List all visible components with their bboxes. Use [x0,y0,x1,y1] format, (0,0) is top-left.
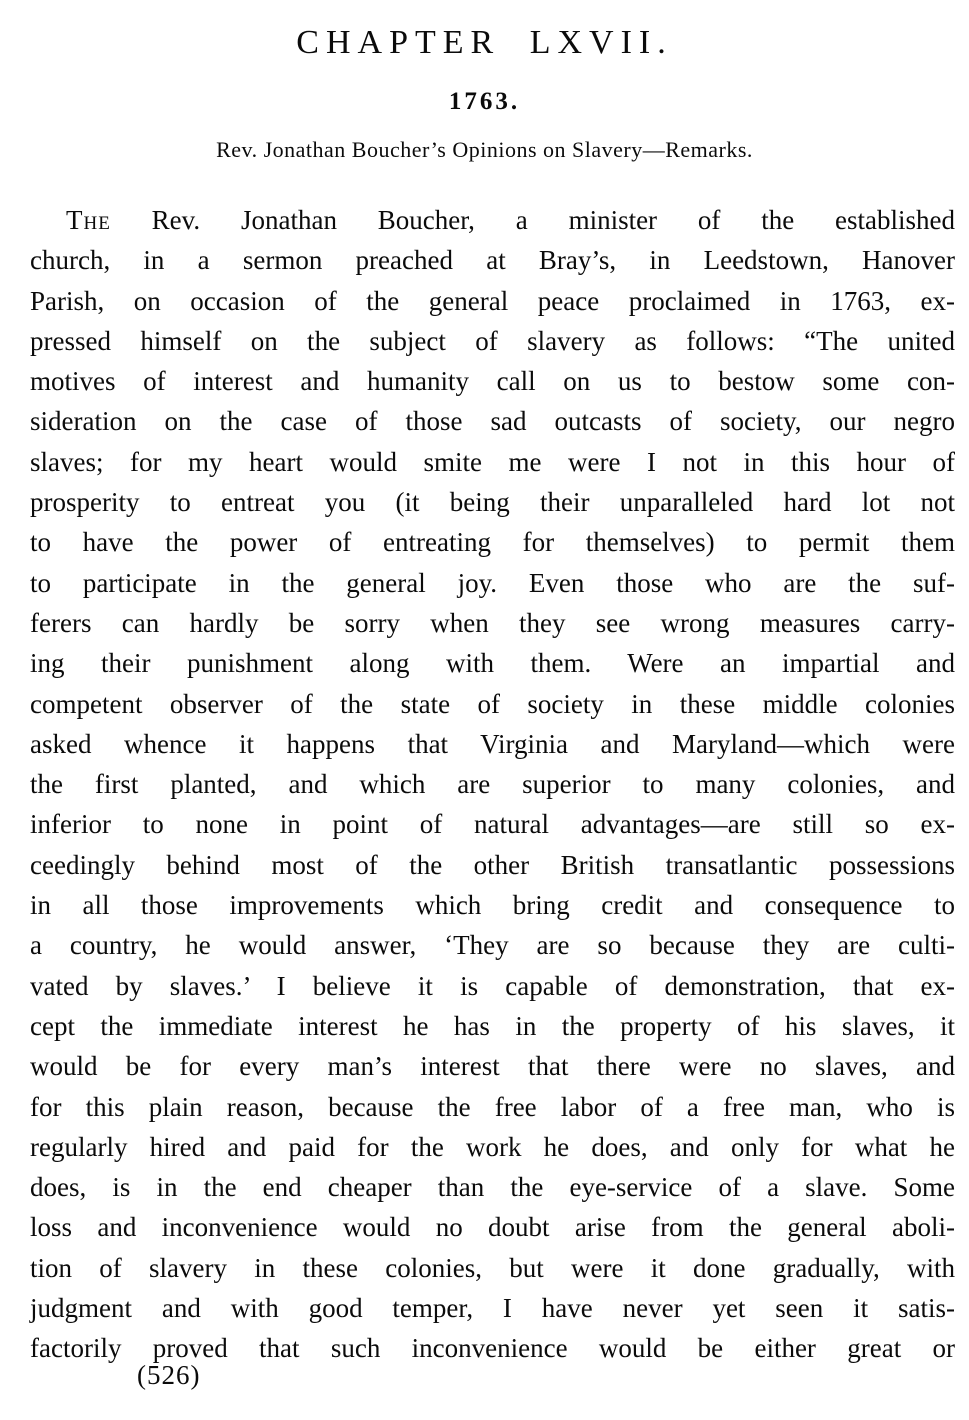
paragraph-line: a country, he would answer, ‘They are so because they are culti- [30,930,955,961]
paragraph-line: regularly hired and paid for the work he does, and only for what he [30,1131,955,1162]
paragraph-line: would be for every man’s interest that there were no slaves, and [30,1051,955,1082]
paragraph-line: sideration on the case of those sad outcasts of society, our negro [30,406,955,437]
body-paragraph [30,200,955,1369]
paragraph-line: loss and inconvenience would no doubt arise from the general aboli- [30,1212,955,1243]
paragraph-line: ferers can hardly be sorry when they see wrong measures carry- [30,607,955,638]
paragraph-line: factorily proved that such inconvenience would be either great or [30,1333,955,1364]
paragraph-line: competent observer of the state of society in these middle colonies [30,688,955,719]
lead-word: The [66,205,111,235]
paragraph-line: to participate in the general joy. Even those who are the suf- [30,567,955,598]
paragraph-line: tion of slavery in these colonies, but were it done gradually, with [30,1252,955,1283]
paragraph-line: church, in a sermon preached at Bray’s, in Leedstown, Hanover [30,245,955,276]
paragraph-line: prosperity to entreat you (it being their unparalleled hard lot not [30,487,955,518]
paragraph-line: the first planted, and which are superior to many colonies, and [30,769,955,800]
paragraph-line: motives of interest and humanity call on us to bestow some con- [30,366,955,397]
paragraph-line: to have the power of entreating for themselves) to permit them [30,527,955,558]
paragraph-line: Parish, on occasion of the general peace proclaimed in 1763, ex- [30,285,955,316]
paragraph-line: ceedingly behind most of the other British transatlantic possessions [30,849,955,880]
paragraph-line: in all those improvements which bring credit and consequence to [30,890,955,921]
chapter-subtitle: Rev. Jonathan Boucher’s Opinions on Slavery—Remarks. [216,137,753,162]
paragraph-line: ing their punishment along with them. Were an impartial and [30,648,955,679]
paragraph-lines [30,240,955,1368]
paragraph-line: inferior to none in point of natural advantages—are still so ex- [30,809,955,840]
paragraph-line: cept the immediate interest he has in the property of his slaves, it [30,1010,955,1041]
chapter-title: CHAPTER LXVII. [296,24,673,61]
paragraph-line: for this plain reason, because the free labor of a free man, who is [30,1091,955,1122]
paragraph-line: pressed himself on the subject of slavery as follows: “The united [30,325,955,356]
paragraph-line-first [30,200,955,240]
paragraph-line: does, is in the end cheaper than the eye-service of a slave. Some [30,1172,955,1203]
first-line-rest: Rev. Jonathan Boucher, a minister of the established [110,205,955,235]
paragraph-line: vated by slaves.’ I believe it is capable of demonstration, that ex- [30,970,955,1001]
chapter-year: 1763. [448,88,521,115]
paragraph-line: judgment and with good temper, I have never yet seen it satis- [30,1293,955,1324]
paragraph-line: slaves; for my heart would smite me were I not in this hour of [30,446,955,477]
page-number: (526) [137,1360,201,1390]
paragraph-line: asked whence it happens that Virginia and Maryland—which were [30,728,955,759]
